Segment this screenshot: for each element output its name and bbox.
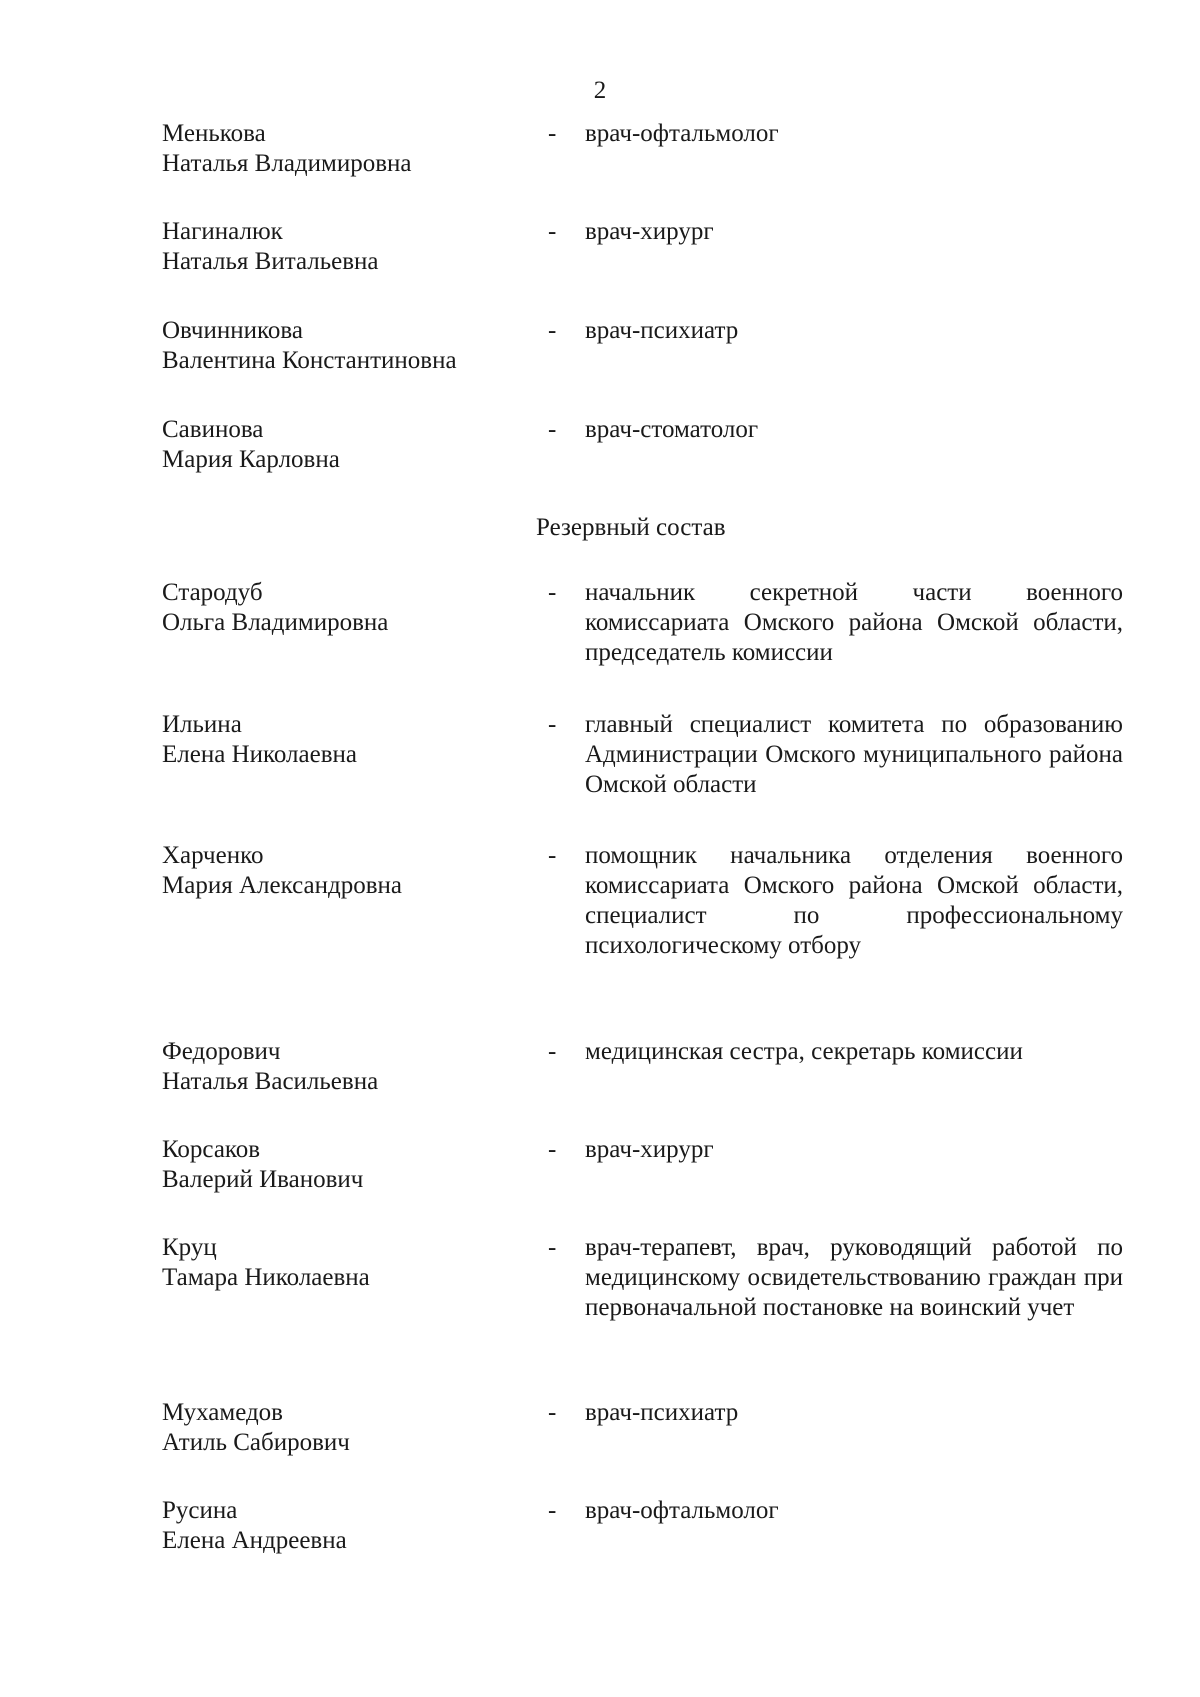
member-surname: Савинова (162, 416, 264, 443)
member-name (162, 1037, 542, 1097)
member-role: врач-психиатр (585, 317, 739, 344)
member-surname: Овчинникова (162, 317, 303, 344)
dash-separator: - (548, 1497, 557, 1524)
member-role: врач-терапевт, врач, руководящий работой по медицинскому освидетельствованию граждан при первоначальной постановке на воинский учет (585, 1234, 1123, 1321)
member-given-names: Елена Николаевна (162, 741, 357, 768)
member-given-names: Елена Андреевна (162, 1527, 347, 1554)
member-given-names: Ольга Владимировна (162, 609, 389, 636)
member-given-names: Мария Карловна (162, 446, 340, 473)
member-surname: Харченко (162, 842, 264, 869)
dash-separator: - (548, 317, 557, 344)
member-name (162, 316, 542, 376)
member-given-names: Мария Александровна (162, 872, 402, 899)
member-name (162, 119, 542, 179)
member-role: начальник секретной части военного комиссариата Омского района Омской области, председатель комиссии (585, 579, 1123, 666)
member-name (162, 1496, 542, 1556)
member-role: врач-хирург (585, 218, 714, 245)
member-name (162, 415, 542, 475)
member-role: помощник начальника отделения военного комиссариата Омского района Омской области, специалист по профессиональному психологическому отбору (585, 842, 1123, 959)
member-given-names: Наталья Васильевна (162, 1068, 379, 1095)
member-surname: Мухамедов (162, 1399, 283, 1426)
member-surname: Стародуб (162, 579, 263, 606)
dash-separator: - (548, 842, 557, 869)
member-given-names: Наталья Владимировна (162, 150, 412, 177)
member-surname: Круц (162, 1234, 217, 1261)
dash-separator: - (548, 1136, 557, 1163)
reserve-section-title: Резервный состав (536, 514, 726, 541)
dash-separator: - (548, 1038, 557, 1065)
member-role: врач-психиатр (585, 1399, 739, 1426)
member-given-names: Тамара Николаевна (162, 1264, 370, 1291)
member-role: врач-стоматолог (585, 416, 759, 443)
dash-separator: - (548, 579, 557, 606)
member-role: врач-офтальмолог (585, 1497, 779, 1524)
member-surname: Ильина (162, 711, 242, 738)
member-name (162, 1135, 542, 1195)
member-given-names: Валентина Константиновна (162, 347, 457, 374)
member-name (162, 841, 542, 901)
dash-separator: - (548, 711, 557, 738)
member-given-names: Валерий Иванович (162, 1166, 364, 1193)
member-name (162, 578, 542, 638)
member-given-names: Наталья Витальевна (162, 248, 379, 275)
page-number: 2 (593, 77, 607, 104)
member-surname: Нагиналюк (162, 218, 283, 245)
member-role: врач-офтальмолог (585, 120, 779, 147)
member-name (162, 217, 542, 277)
member-name (162, 710, 542, 770)
member-given-names: Атиль Сабирович (162, 1429, 350, 1456)
member-surname: Менькова (162, 120, 266, 147)
dash-separator: - (548, 416, 557, 443)
member-surname: Федорович (162, 1038, 281, 1065)
member-surname: Русина (162, 1497, 238, 1524)
dash-separator: - (548, 120, 557, 147)
dash-separator: - (548, 1399, 557, 1426)
dash-separator: - (548, 218, 557, 245)
member-surname: Корсаков (162, 1136, 261, 1163)
dash-separator: - (548, 1234, 557, 1261)
member-name (162, 1233, 542, 1293)
member-role: врач-хирург (585, 1136, 714, 1163)
member-name (162, 1398, 542, 1458)
member-role: медицинская сестра, секретарь комиссии (585, 1038, 1023, 1065)
member-role: главный специалист комитета по образованию Администрации Омского муниципального района Омской области (585, 711, 1123, 798)
